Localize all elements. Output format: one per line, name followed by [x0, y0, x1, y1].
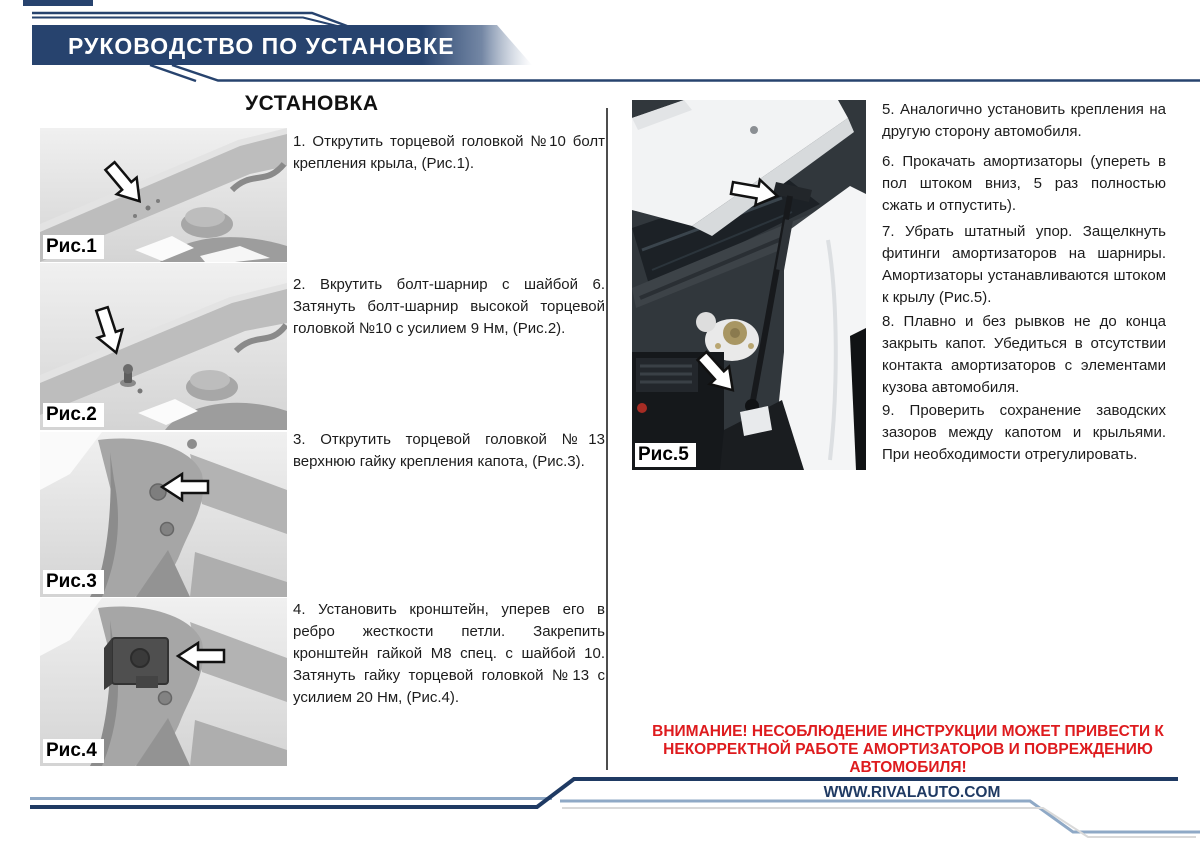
figure-2-label: Рис.2 — [43, 403, 104, 427]
header-top-tab — [23, 0, 93, 6]
figure-3 — [40, 432, 287, 597]
figure-4-label: Рис.4 — [43, 739, 104, 763]
page-title: РУКОВОДСТВО ПО УСТАНОВКЕ — [68, 33, 455, 59]
header-banner — [0, 0, 1200, 92]
step-5: 5. Аналогично установить крепления на другую сторону автомобиля. — [882, 101, 1166, 140]
figure-5-label: Рис.5 — [635, 443, 696, 467]
footer-url: WWW.RIVALAUTO.COM — [823, 784, 1001, 801]
warning-text: ВНИМАНИЕ! НЕСОБЛЮДЕНИЕ ИНСТРУКЦИИ МОЖЕТ ПРИВЕСТИ К НЕКОРРЕКТНОЙ РАБОТЕ АМОРТИЗАТОРОВ И ПОВРЕЖДЕНИЮ АВТОМОБИЛЯ! — [652, 723, 1164, 776]
figure-1 — [40, 128, 287, 262]
step-7: 7. Убрать штатный упор. Защелкнуть фитинги амортизаторов на шарниры. Амортизаторы устанавливаются штоком к крылу (Рис.5). — [882, 223, 1166, 306]
figure-5-image — [632, 100, 866, 470]
section-title: УСТАНОВКА — [245, 92, 379, 115]
step-8: 8. Плавно и без рывков не до конца закрыть капот. Убедиться в отсутствии контакта амортизаторов с элементами кузова автомобиля. — [882, 313, 1166, 396]
figure-1-label: Рис.1 — [43, 235, 104, 259]
footer-banner — [0, 770, 1200, 849]
figure-5 — [632, 100, 866, 470]
step-3: 3. Открутить торцевой головкой №13 верхнюю гайку крепления капота, (Рис.3). — [293, 431, 605, 470]
step-2: 2. Вкрутить болт-шарнир с шайбой 6. Затянуть болт-шарнир высокой торцевой головкой №10 с усилием 9 Нм, (Рис.2). — [293, 276, 605, 337]
step-6: 6. Прокачать амортизаторы (упереть в пол штоком вниз, 5 раз полностью сжать и отпустить). — [882, 153, 1166, 214]
figure-2 — [40, 263, 287, 430]
step-1: 1. Открутить торцевой головкой №10 болт крепления крыла, (Рис.1). — [293, 133, 605, 172]
step-9: 9. Проверить сохранение заводских зазоров между капотом и крыльями. При необходимости отрегулировать. — [882, 402, 1166, 463]
column-divider — [606, 108, 608, 770]
figure-3-label: Рис.3 — [43, 570, 104, 594]
step-4: 4. Установить кронштейн, уперев его в ребро жесткости петли. Закрепить кронштейн гайкой М8 спец. с шайбой 10. Затянуть гайку торцевой головкой №13 с усилием 20 Нм, (Рис.4). — [293, 601, 605, 706]
figure-4 — [40, 598, 287, 766]
